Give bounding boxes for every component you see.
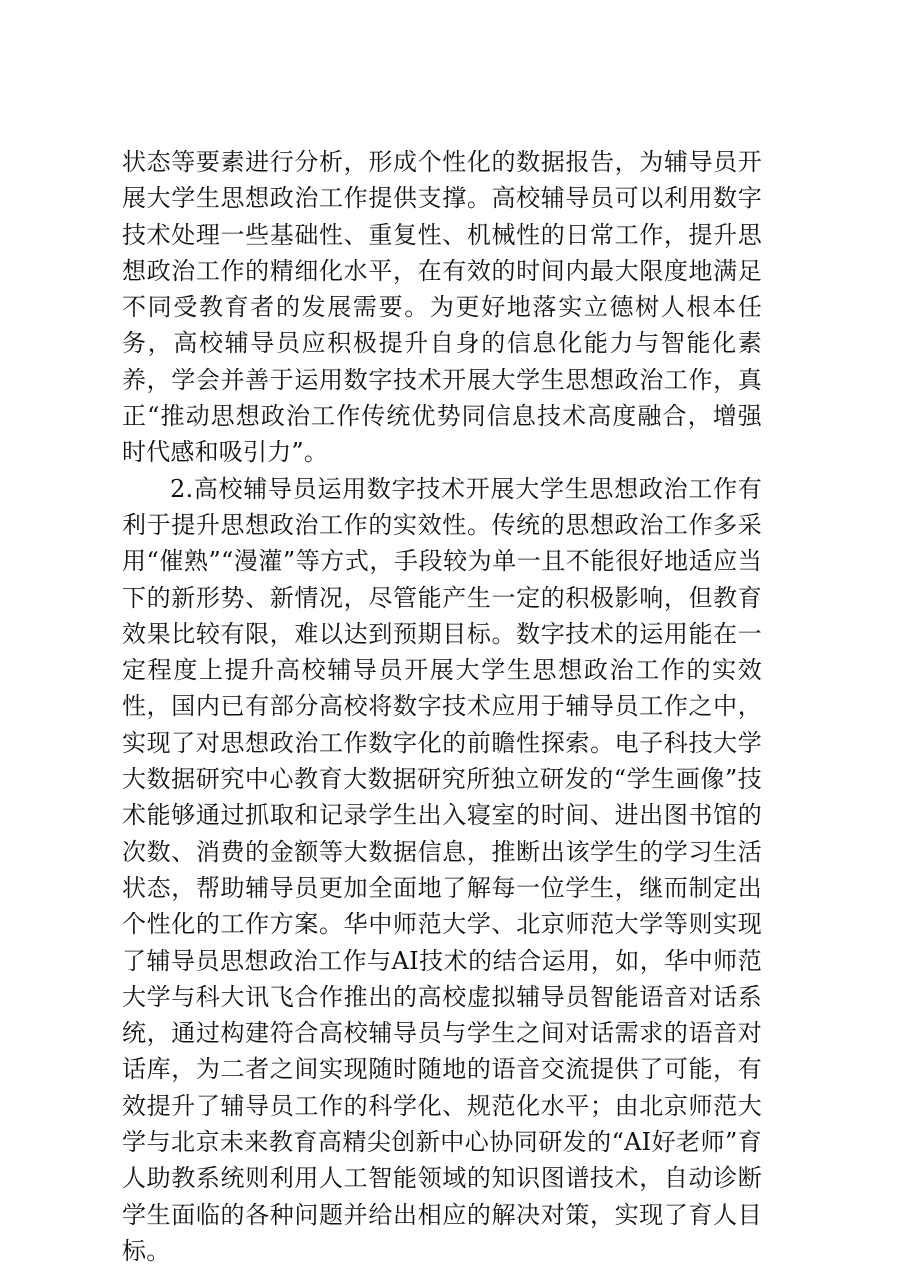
paragraph-continuation: 状态等要素进行分析，形成个性化的数据报告，为辅导员开展大学生思想政治工作提供支撑。高校辅导员可以利用数字技术处理一些基础性、重复性、机械性的日常工作，提升思想政治工作的精细化水平，在有效的时间内最大限度地满足不同受教育者的发展需要。为更好地落实立德树人根本任务，高校辅导员应积极提升自身的信息化能力与智能化素养，学会并善于运用数字技术开展大学生思想政治工作，真正“推动思想政治工作传统优势同信息技术高度融合，增强时代感和吸引力”。 bbox=[122, 148, 762, 467]
paragraph-point-2: 2.高校辅导员运用数字技术开展大学生思想政治工作有利于提升思想政治工作的实效性。传统的思想政治工作多采用“催熟”“漫灌”等方式，手段较为单一且不能很好地适应当下的新形势、新情况，尽管能产生一定的积极影响，但教育效果比较有限，难以达到预期目标。数字技术的运用能在一定程度上提升高校辅导员开展大学生思想政治工作的实效性，国内已有部分高校将数字技术应用于辅导员工作之中，实现了对思想政治工作数字化的前瞻性探索。电子科技大学大数据研究中心教育大数据研究所独立研发的“学生画像”技术能够通过抓取和记录学生出入寝室的时间、进出图书馆的次数、消费的金额等大数据信息，推断出该学生的学习生活状态，帮助辅导员更加全面地了解每一位学生，继而制定出个性化的工作方案。华中师范大学、北京师范大学等则实现了辅导员思想政治工作与AI技术的结合运用，如，华中师范大学与科大讯飞合作推出的高校虚拟辅导员智能语音对话系统，通过构建符合高校辅导员与学生之间对话需求的语音对话库，为二者之间实现随时随地的语音交流提供了可能，有效提升了辅导员工作的科学化、规范化水平；由北京师范大学与北京未来教育高精尖创新中心协同研发的“AI好老师”育人助教系统则利用人工智能领域的知识图谱技术，自动诊断学生面临的各种问题并给出相应的解决对策，实现了育人目标。 bbox=[122, 474, 762, 1265]
document-body bbox=[122, 144, 762, 1269]
